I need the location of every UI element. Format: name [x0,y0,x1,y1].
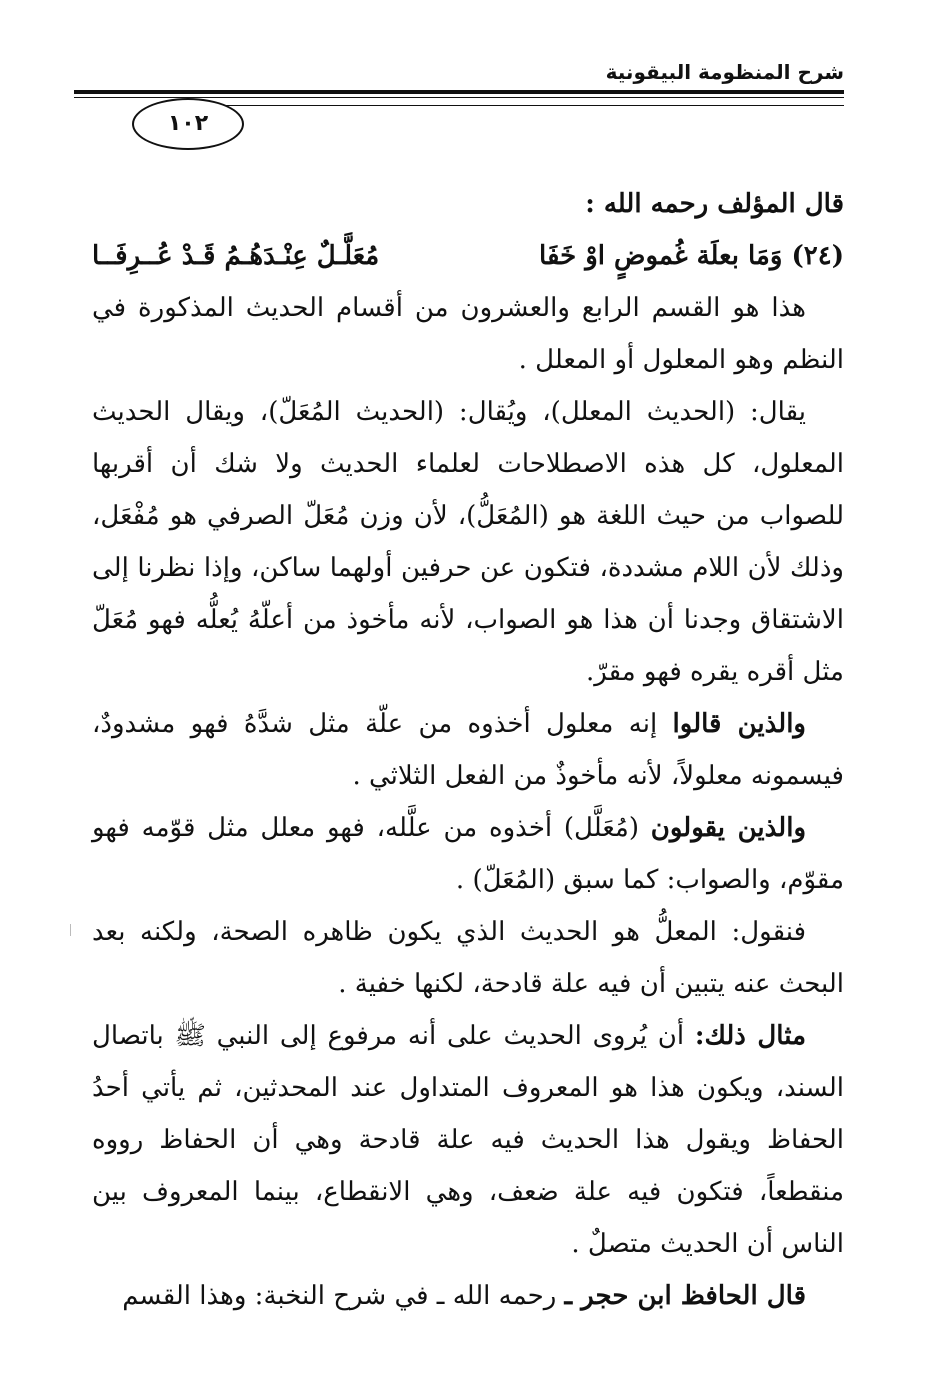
paragraph [92,802,844,906]
verse-first-hemistich: (٢٤) وَمَا بعلَة غُموضٍ اوْ خَفَا [539,241,844,271]
body-text [92,178,844,1322]
paragraph-text: يقال: (الحديث المعلل)، ويُقال: (الحديث المُعَلّ)، ويقال الحديث المعلول، كل هذه الاصطلاحات لعلماء الحديث ولا شك أن أقربها للصواب من حيث اللغة هو (المُعَلُّ)، لأن وزن مُعَلّ الصرفي هو مُفْعَل، وذلك لأن اللام مشددة، فتكون عن حرفين أولهما ساكن، وإذا نظرنا إلى الاشتقاق وجدنا أن هذا هو الصواب، لأنه مأخوذ من أعلّهُ يُعلُّه فهو مُعَلّ مثل أقره يقره فهو مقرّ. [92,397,844,687]
paragraph [92,1270,844,1322]
paragraph-lead: والذين قالوا [672,709,806,739]
header-rule-thick [74,90,844,94]
page-number: ١٠٢ [132,98,244,150]
paragraph [92,906,844,1010]
paragraph-text: هذا هو القسم الرابع والعشرون من أقسام الحديث المذكورة في النظم وهو المعلول أو المعلل . [92,293,844,375]
paragraph-lead: والذين يقولون [650,813,806,843]
running-title: شرح المنظومة البيقونية [605,60,844,84]
paragraph-text: رحمه الله ـ في شرح النخبة: وهذا القسم [122,1281,565,1311]
paragraph [92,698,844,802]
paragraph [92,1010,844,1270]
paragraph-text: إنه معلول أخذوه من علّة مثل شدَّهُ فهو مشدودٌ، فيسمونه معلولاً، لأنه مأخوذٌ من الفعل الثلاثي . [92,709,844,791]
paragraph [92,282,844,386]
verse-second-hemistich: مُعَلَّـلٌ عِنْـدَهُـمُ قَـدْ عُــرِفَــا [92,241,380,271]
margin-mark [70,924,71,936]
paragraph-text: أن يُروى الحديث على أنه مرفوع إلى النبي ﷺ باتصال السند، ويكون هذا هو المعروف المتداول عند المحدثين، ثم يأتي أحدُ الحفاظ ويقول هذا الحديث فيه علة قادحة وهي أن الحفاظ رووه منقطعاً، فتكون فيه علة ضعف، وهي الانقطاع، بينما المعروف بين الناس أن الحديث متصلٌ . [92,1021,844,1259]
paragraph-lead: مثال ذلك: [694,1021,806,1051]
paragraph-lead: قال الحافظ ابن حجر ـ [564,1281,806,1311]
intro-line: قال المؤلف رحمه الله : [585,189,844,219]
header-rule-inner [194,105,844,106]
paragraph-text: (مُعَلَّل) أخذوه من علَّله، فهو معلل مثل قوّمه فهو مقوّم، والصواب: كما سبق (المُعَلّ) . [92,813,844,895]
verse-line [92,230,844,282]
page-header [74,56,844,136]
paragraph [92,386,844,698]
paragraph-text: فنقول: المعلُّ هو الحديث الذي يكون ظاهره الصحة، ولكنه بعد البحث عنه يتبين أن فيه علة قادحة، لكنها خفية . [92,917,844,999]
